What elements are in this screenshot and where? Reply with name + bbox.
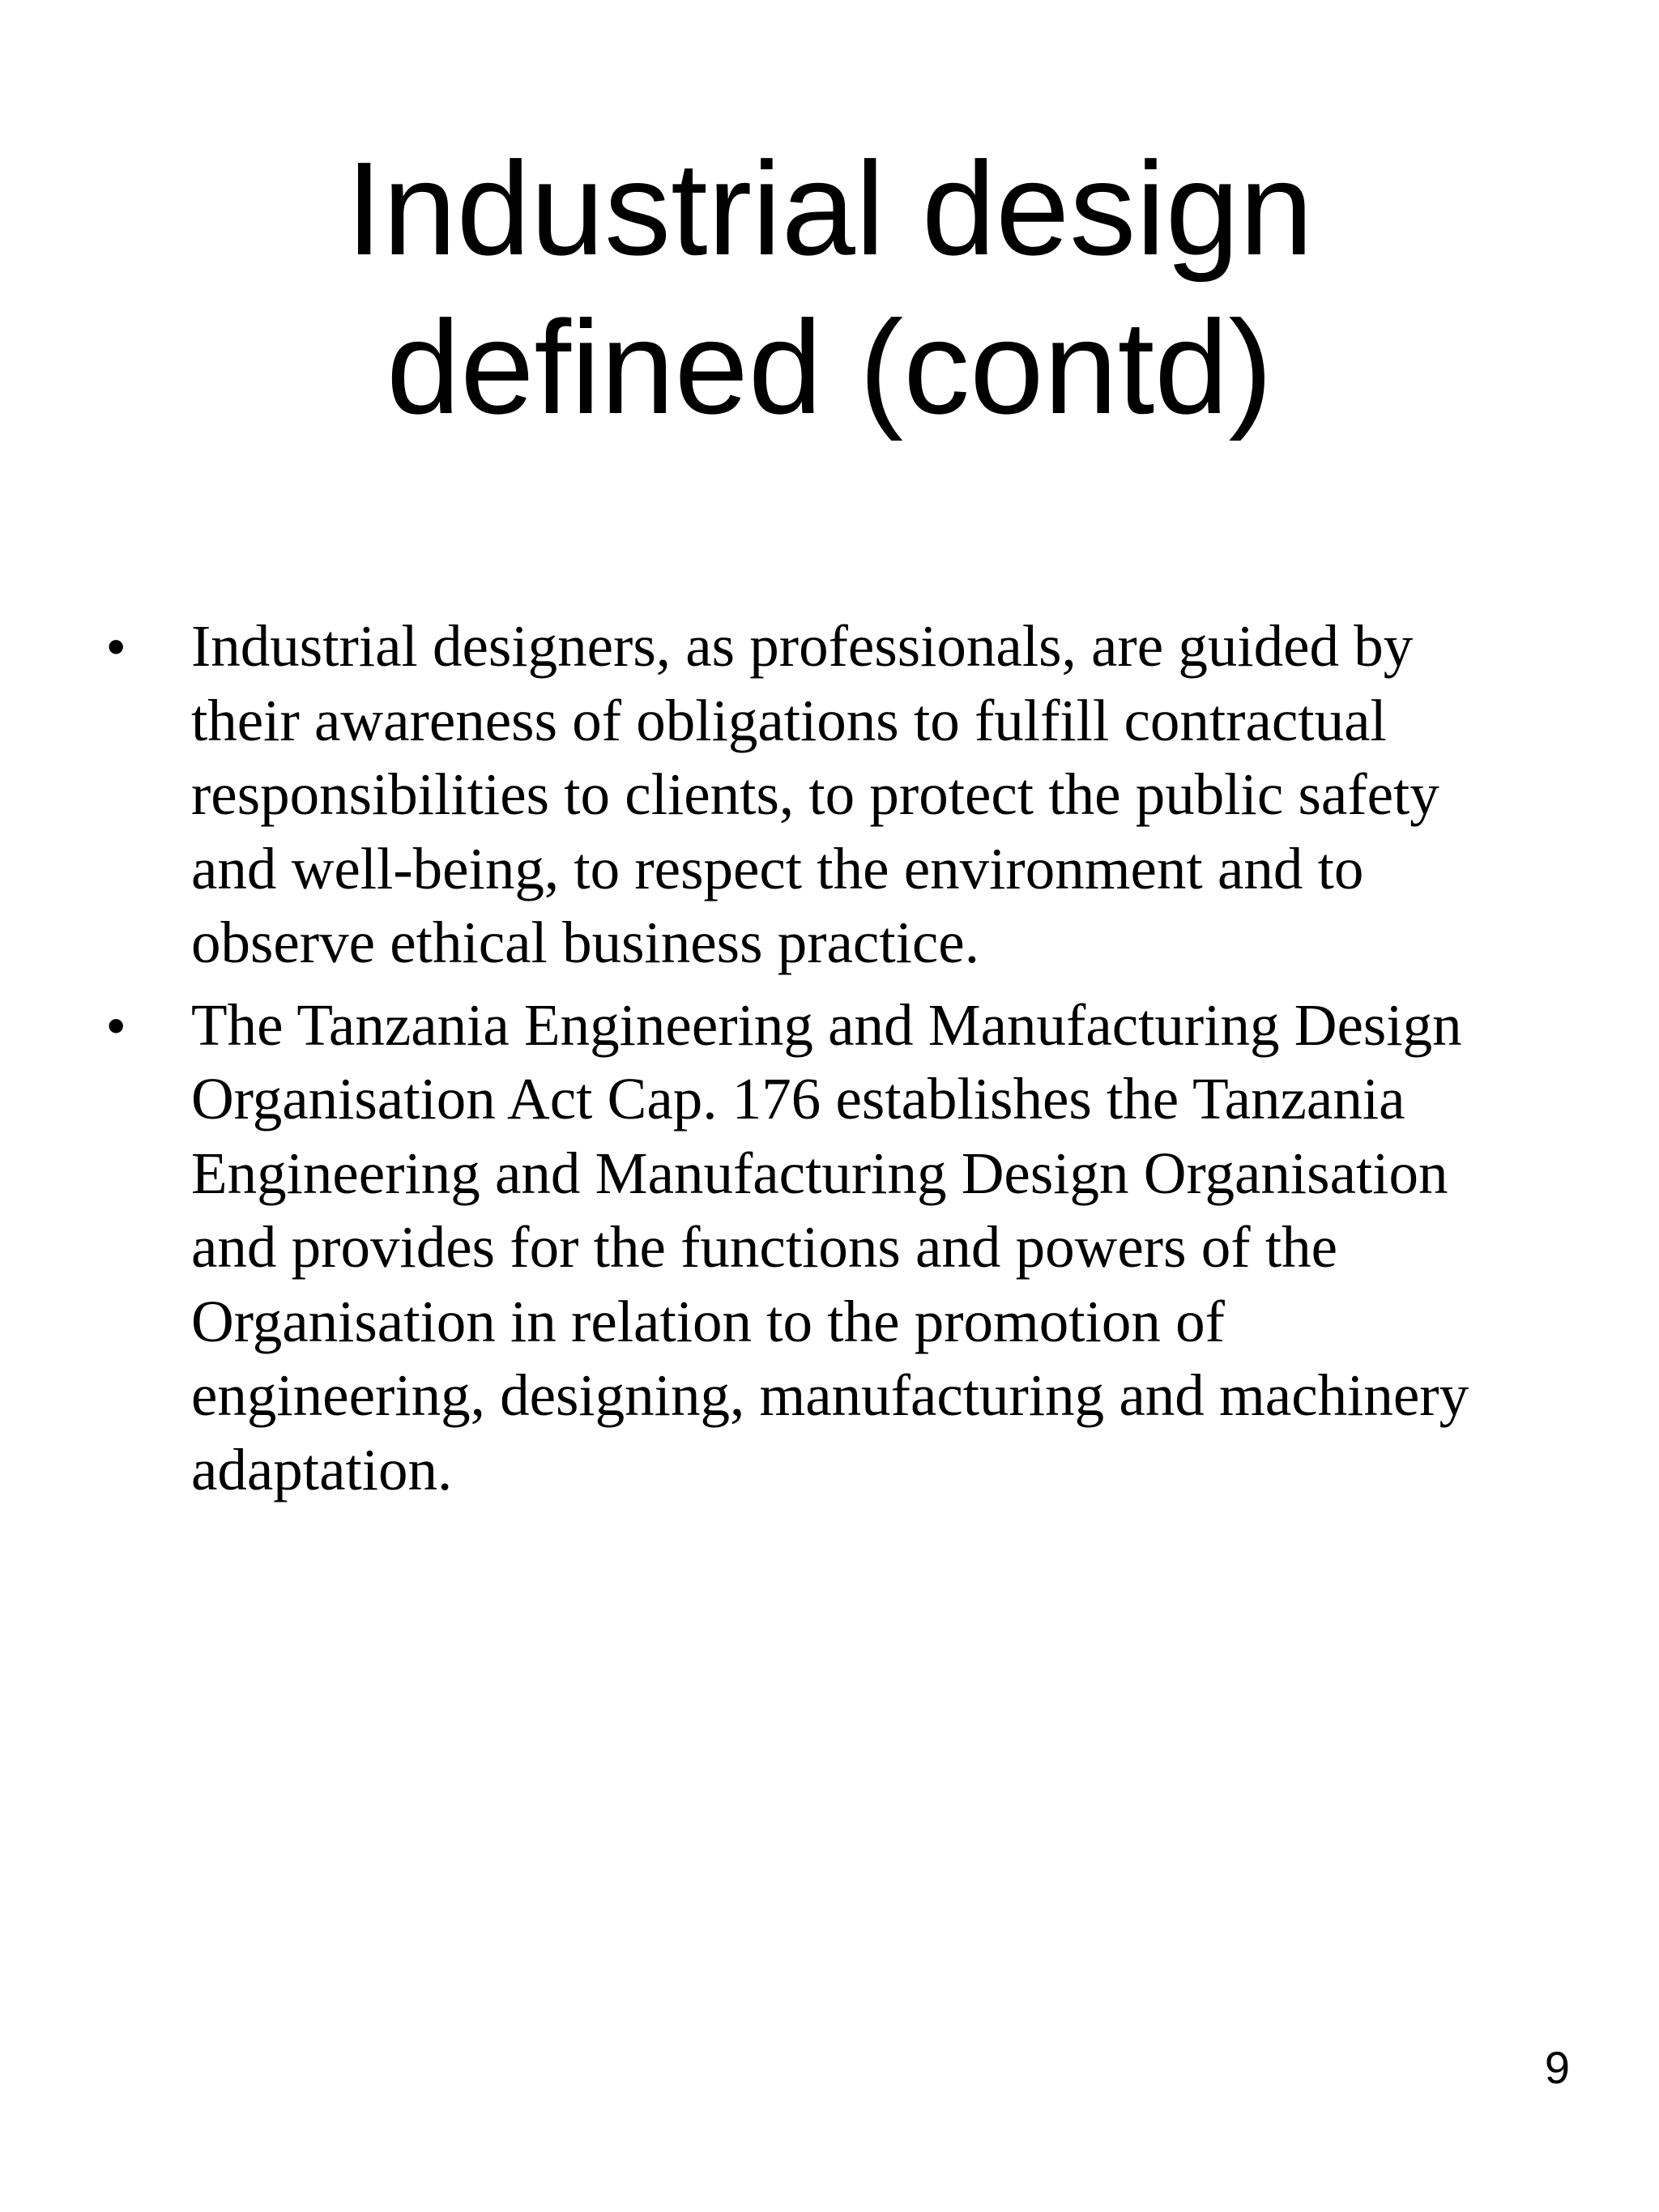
bullet-line: their awareness of obligations to fulfill contractual — [191, 687, 1387, 753]
slide-title-line-2: defined (contd) — [386, 293, 1273, 441]
page-number: 9 — [1544, 2042, 1570, 2093]
slide-title — [181, 130, 1478, 447]
bullet-line: Organisation Act Cap. 176 establishes the Tanzania — [191, 1066, 1405, 1132]
bullet-line: adaptation. — [191, 1436, 453, 1502]
bullet-line: engineering, designing, manufacturing and machinery — [191, 1362, 1469, 1428]
bullet-marker: • — [107, 617, 126, 676]
bullet-line: The Tanzania Engineering and Manufacturing Design — [191, 991, 1462, 1058]
bullet-line: Engineering and Manufacturing Design Organisation — [191, 1140, 1448, 1206]
bullet-line: responsibilities to clients, to protect the public safety — [191, 761, 1439, 827]
bullet-line: and provides for the functions and powers of the — [191, 1214, 1338, 1280]
bullet-item — [0, 609, 1659, 980]
bullet-item — [0, 988, 1659, 1507]
bullet-line: Organisation in relation to the promotion of — [191, 1288, 1225, 1354]
bullet-line: and well-being, to respect the environment and to — [191, 835, 1364, 901]
bullet-line: Industrial designers, as professionals, are guided by — [191, 613, 1414, 679]
bullet-list — [0, 609, 1659, 1515]
bullet-line: observe ethical business practice. — [191, 910, 979, 975]
slide-title-line-1: Industrial design — [345, 134, 1314, 283]
bullet-marker: • — [107, 995, 126, 1055]
bullet-text — [191, 988, 1593, 1507]
bullet-text — [191, 609, 1593, 980]
